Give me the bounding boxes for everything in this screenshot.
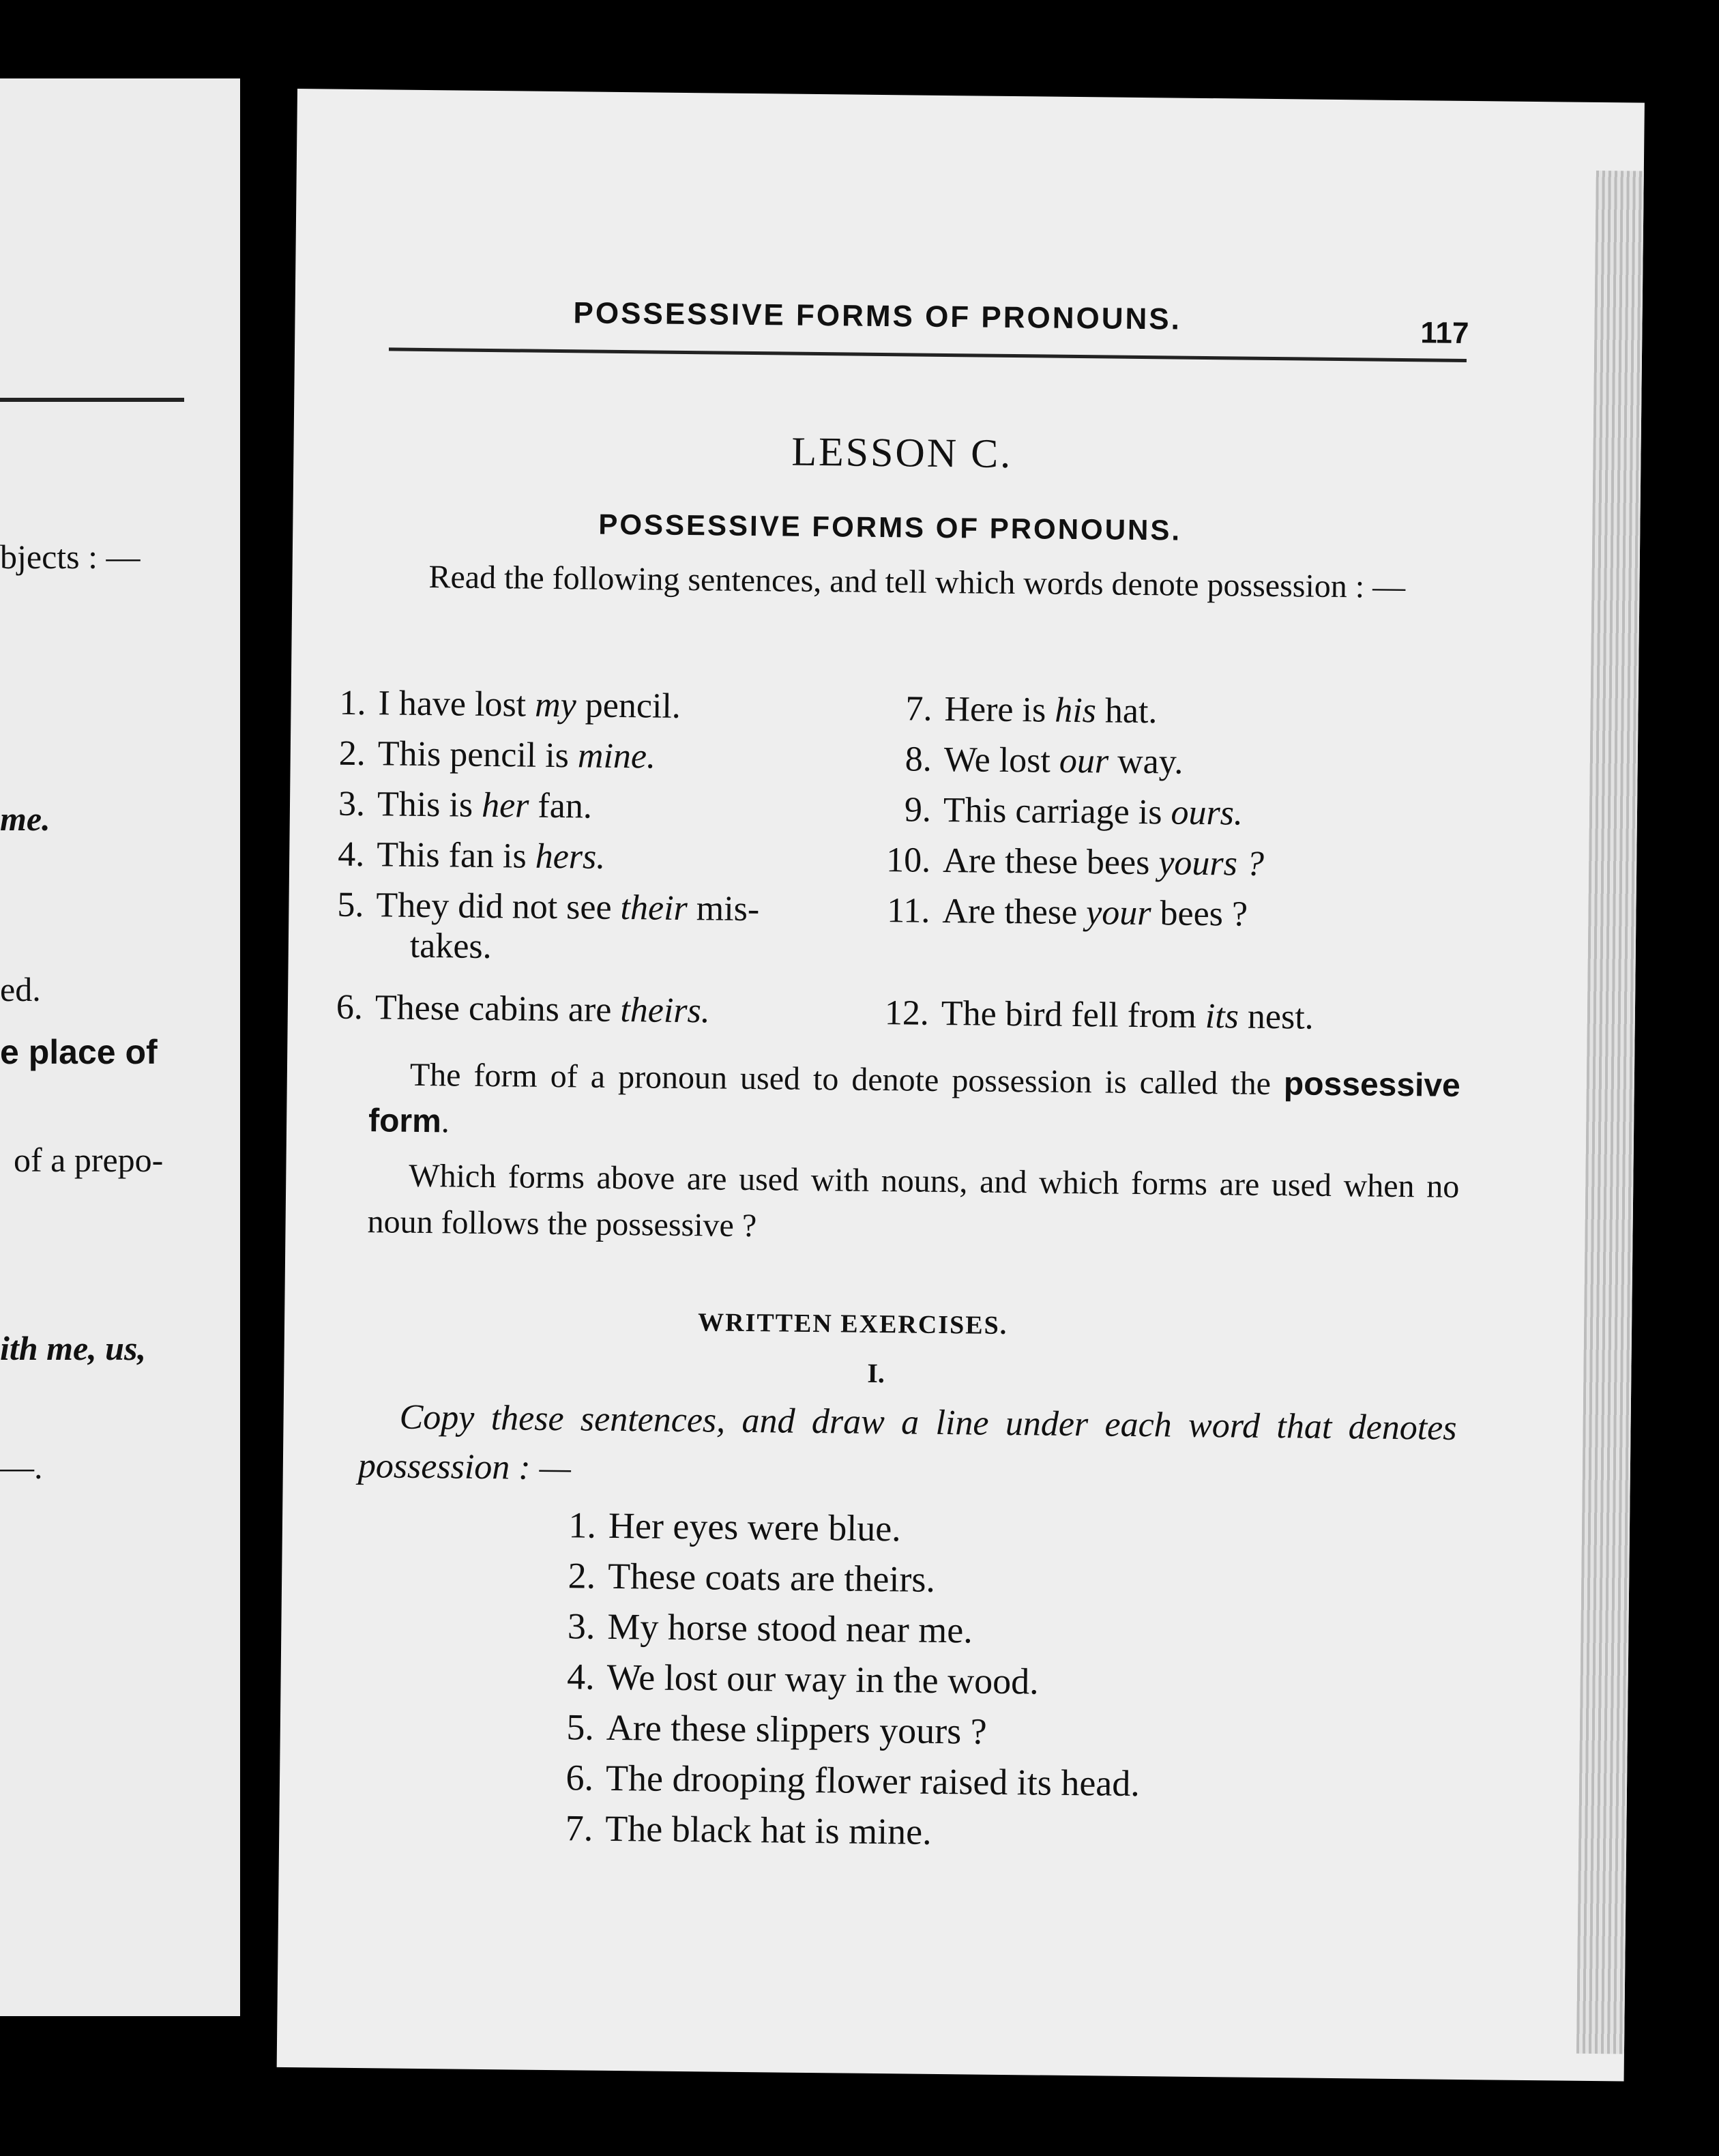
right-page: [277, 89, 1645, 2082]
example-item: 10. Are these bees yours ?: [885, 841, 1265, 884]
exercise-item: 6. The drooping flower raised its head.: [565, 1757, 1141, 1805]
running-head: POSSESSIVE FORMS OF PRONOUNS.: [573, 296, 1182, 336]
example-item: 4. This fan is hers.: [337, 834, 606, 877]
example-item: 7. Here is his hat.: [905, 689, 1158, 731]
example-item: 3. This is her fan.: [338, 784, 593, 826]
left-fragment-1: bjects : —: [0, 538, 141, 576]
question-paragraph: Which forms above are used with nouns, and which forms are used when no noun follows the possessive ?: [367, 1157, 1460, 1244]
intro-text: Read the following sentences, and tell which words denote possession : —: [428, 559, 1406, 606]
example-item: 1. I have lost my pencil.: [339, 683, 681, 726]
definition-paragraph: The form of a pronoun used to denote possession is called the possessive form.: [368, 1056, 1461, 1140]
left-fragment-6: ith me, us,: [0, 1329, 146, 1367]
exercise-item: 1. Her eyes were blue.: [568, 1504, 902, 1549]
left-fragment-3: ed.: [0, 970, 41, 1008]
header-rule: [389, 347, 1467, 362]
page-edge: [1576, 171, 1644, 2054]
exercise-item: 7. The black hat is mine.: [565, 1807, 932, 1852]
intro-paragraph: [374, 553, 1466, 611]
example-item: 8. We lost our way.: [905, 740, 1184, 782]
exercise-instruction: Copy these sentences, and draw a line under each word that denotes possession : —: [357, 1397, 1457, 1488]
lesson-subtitle: POSSESSIVE FORMS OF PRONOUNS.: [598, 508, 1182, 547]
written-exercises-heading: WRITTEN EXERCISES.: [697, 1308, 1008, 1341]
left-fragment-7: —.: [0, 1448, 43, 1486]
section-number: I.: [867, 1357, 885, 1389]
example-item: 2. This pencil is mine.: [338, 733, 656, 776]
exercise-item: 4. We lost our way in the wood.: [566, 1656, 1039, 1702]
left-fragment-5: of a prepo-: [14, 1141, 164, 1179]
example-item: 9. This carriage is ours.: [904, 790, 1244, 833]
left-fragment-2: me.: [0, 800, 50, 838]
exercise-item: 3. My horse stood near me.: [567, 1605, 973, 1651]
possessive-form-term: possessive form: [368, 1066, 1461, 1140]
lesson-title: LESSON C.: [791, 428, 1013, 477]
example-item: 6. These cabins are theirs.: [336, 987, 711, 1031]
left-fragment-4: e place of: [0, 1033, 158, 1071]
page-number: 117: [1420, 316, 1469, 351]
left-page: [0, 78, 240, 2016]
exercise-item: 5. Are these slippers yours ?: [566, 1706, 988, 1752]
left-page-rule: [0, 398, 184, 402]
example-item: 12. The bird fell from its nest.: [884, 993, 1314, 1037]
example-item: 11. Are these your bees ?: [887, 891, 1248, 934]
exercise-item: 2. These coats are theirs.: [568, 1555, 936, 1600]
example-item: 5. They did not see their mis- takes.: [337, 885, 760, 967]
